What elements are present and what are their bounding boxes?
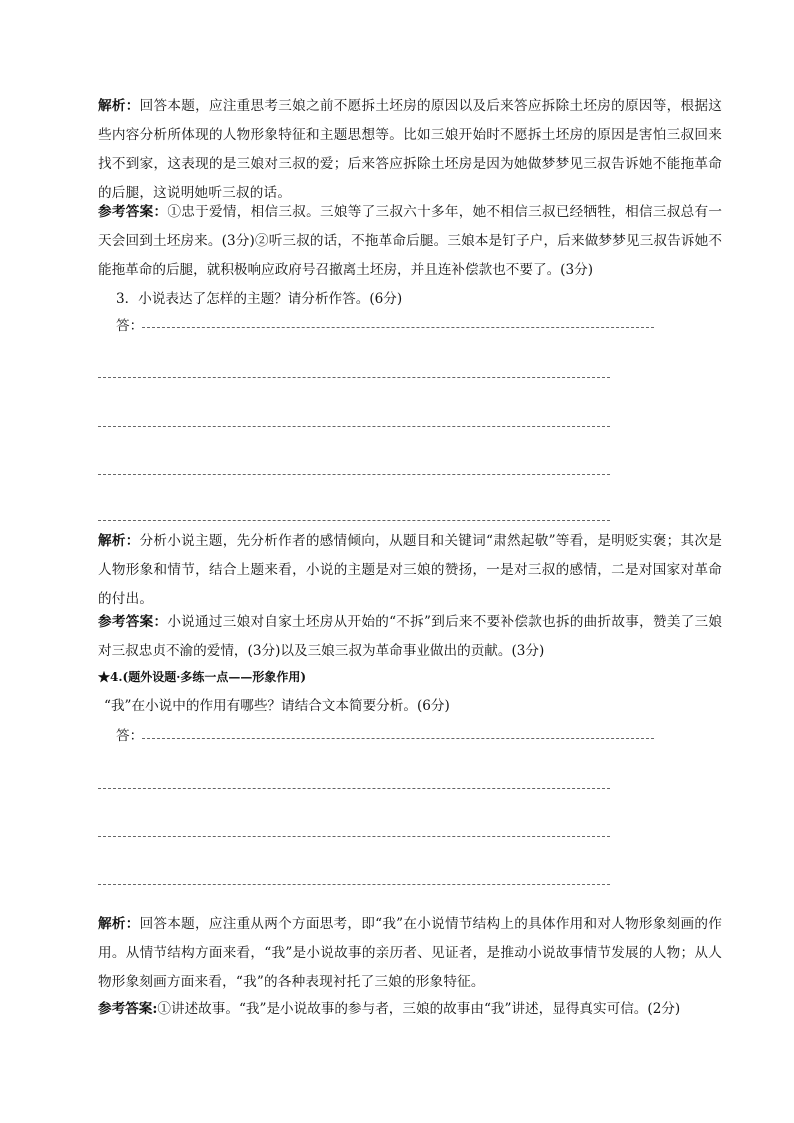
answer-line[interactable] — [98, 520, 610, 521]
analysis-label: 解析： — [98, 916, 140, 932]
reference-label: 参考答案： — [98, 204, 168, 220]
answer-label-4: 答： — [116, 728, 144, 744]
reference-text: ①忠于爱情，相信三叔。三娘等了三叔六十多年，她不相信三叔已经牺牲，相信三叔总有一天会回到土坯房来。(3分)②听三叔的话，不拖革命后腿。三娘本是钉子户，后来做梦梦见三叔告诉她不能拖革命的后腿，就积极响应政府号召撤离土坯房，并且连补偿款也不要了。(3分) — [98, 204, 723, 278]
reference-answer-2 — [98, 198, 722, 285]
answer-line[interactable] — [98, 377, 610, 378]
question-3: 3．小说表达了怎样的主题？请分析作答。(6分) — [116, 291, 403, 307]
reference-label: 参考答案： — [98, 614, 168, 630]
analysis-block-4 — [98, 910, 722, 997]
reference-answer-3 — [98, 608, 722, 666]
answer-line[interactable] — [98, 836, 610, 837]
answer-line[interactable] — [98, 426, 610, 427]
analysis-text: 回答本题，应注重思考三娘之前不愿拆土坯房的原因以及后来答应拆除土坯房的原因等，根据这些内容分析所体现的人物形象特征和主题思想等。比如三娘开始时不愿拆土坯房的原因是害怕三叔回来找不到家，这表现的是三娘对三叔的爱；后来答应拆除土坯房是因为她做梦梦见三叔告诉她不能拖革命的后腿，这说明她听三叔的话。 — [98, 98, 722, 201]
reference-text: 小说通过三娘对自家土坯房从开始的“不拆”到后来不要补偿款也拆的曲折故事，赞美了三娘对三叔忠贞不渝的爱情，(3分)以及三娘三叔为革命事业做出的贡献。(3分) — [98, 614, 723, 659]
reference-answer-4 — [98, 995, 722, 1024]
question-4-header: ★4.(题外设题·多练一点——形象作用) — [98, 670, 307, 684]
analysis-label: 解析： — [98, 98, 140, 114]
answer-label-3: 答： — [116, 318, 144, 334]
answer-line[interactable] — [98, 788, 610, 789]
answer-line[interactable] — [142, 738, 654, 739]
reference-text: ①讲述故事。“我”是小说故事的参与者，三娘的故事由“我”讲述，显得真实可信。(2分) — [157, 1001, 681, 1017]
reference-label: 参考答案: — [98, 1001, 158, 1017]
answer-line[interactable] — [98, 884, 610, 885]
question-4: “我”在小说中的作用有哪些？请结合文本简要分析。(6分) — [104, 698, 450, 714]
analysis-block-2 — [98, 92, 722, 208]
analysis-block-3 — [98, 527, 722, 614]
answer-line[interactable] — [142, 327, 654, 328]
analysis-label: 解析： — [98, 533, 140, 549]
analysis-text: 分析小说主题，先分析作者的感情倾向，从题目和关键词“肃然起敬”等看，是明贬实褒；其次是人物形象和情节，结合上题来看，小说的主题是对三娘的赞扬，一是对三叔的感情，二是对国家对革命的付出。 — [98, 533, 722, 607]
analysis-text: 回答本题，应注重从两个方面思考，即“我”在小说情节结构上的具体作用和对人物形象刻画的作用。从情节结构方面来看，“我”是小说故事的亲历者、见证者，是推动小说故事情节发展的人物；从人物形象刻画方面来看，“我”的各种表现衬托了三娘的形象特征。 — [98, 916, 722, 990]
answer-line[interactable] — [98, 474, 610, 475]
